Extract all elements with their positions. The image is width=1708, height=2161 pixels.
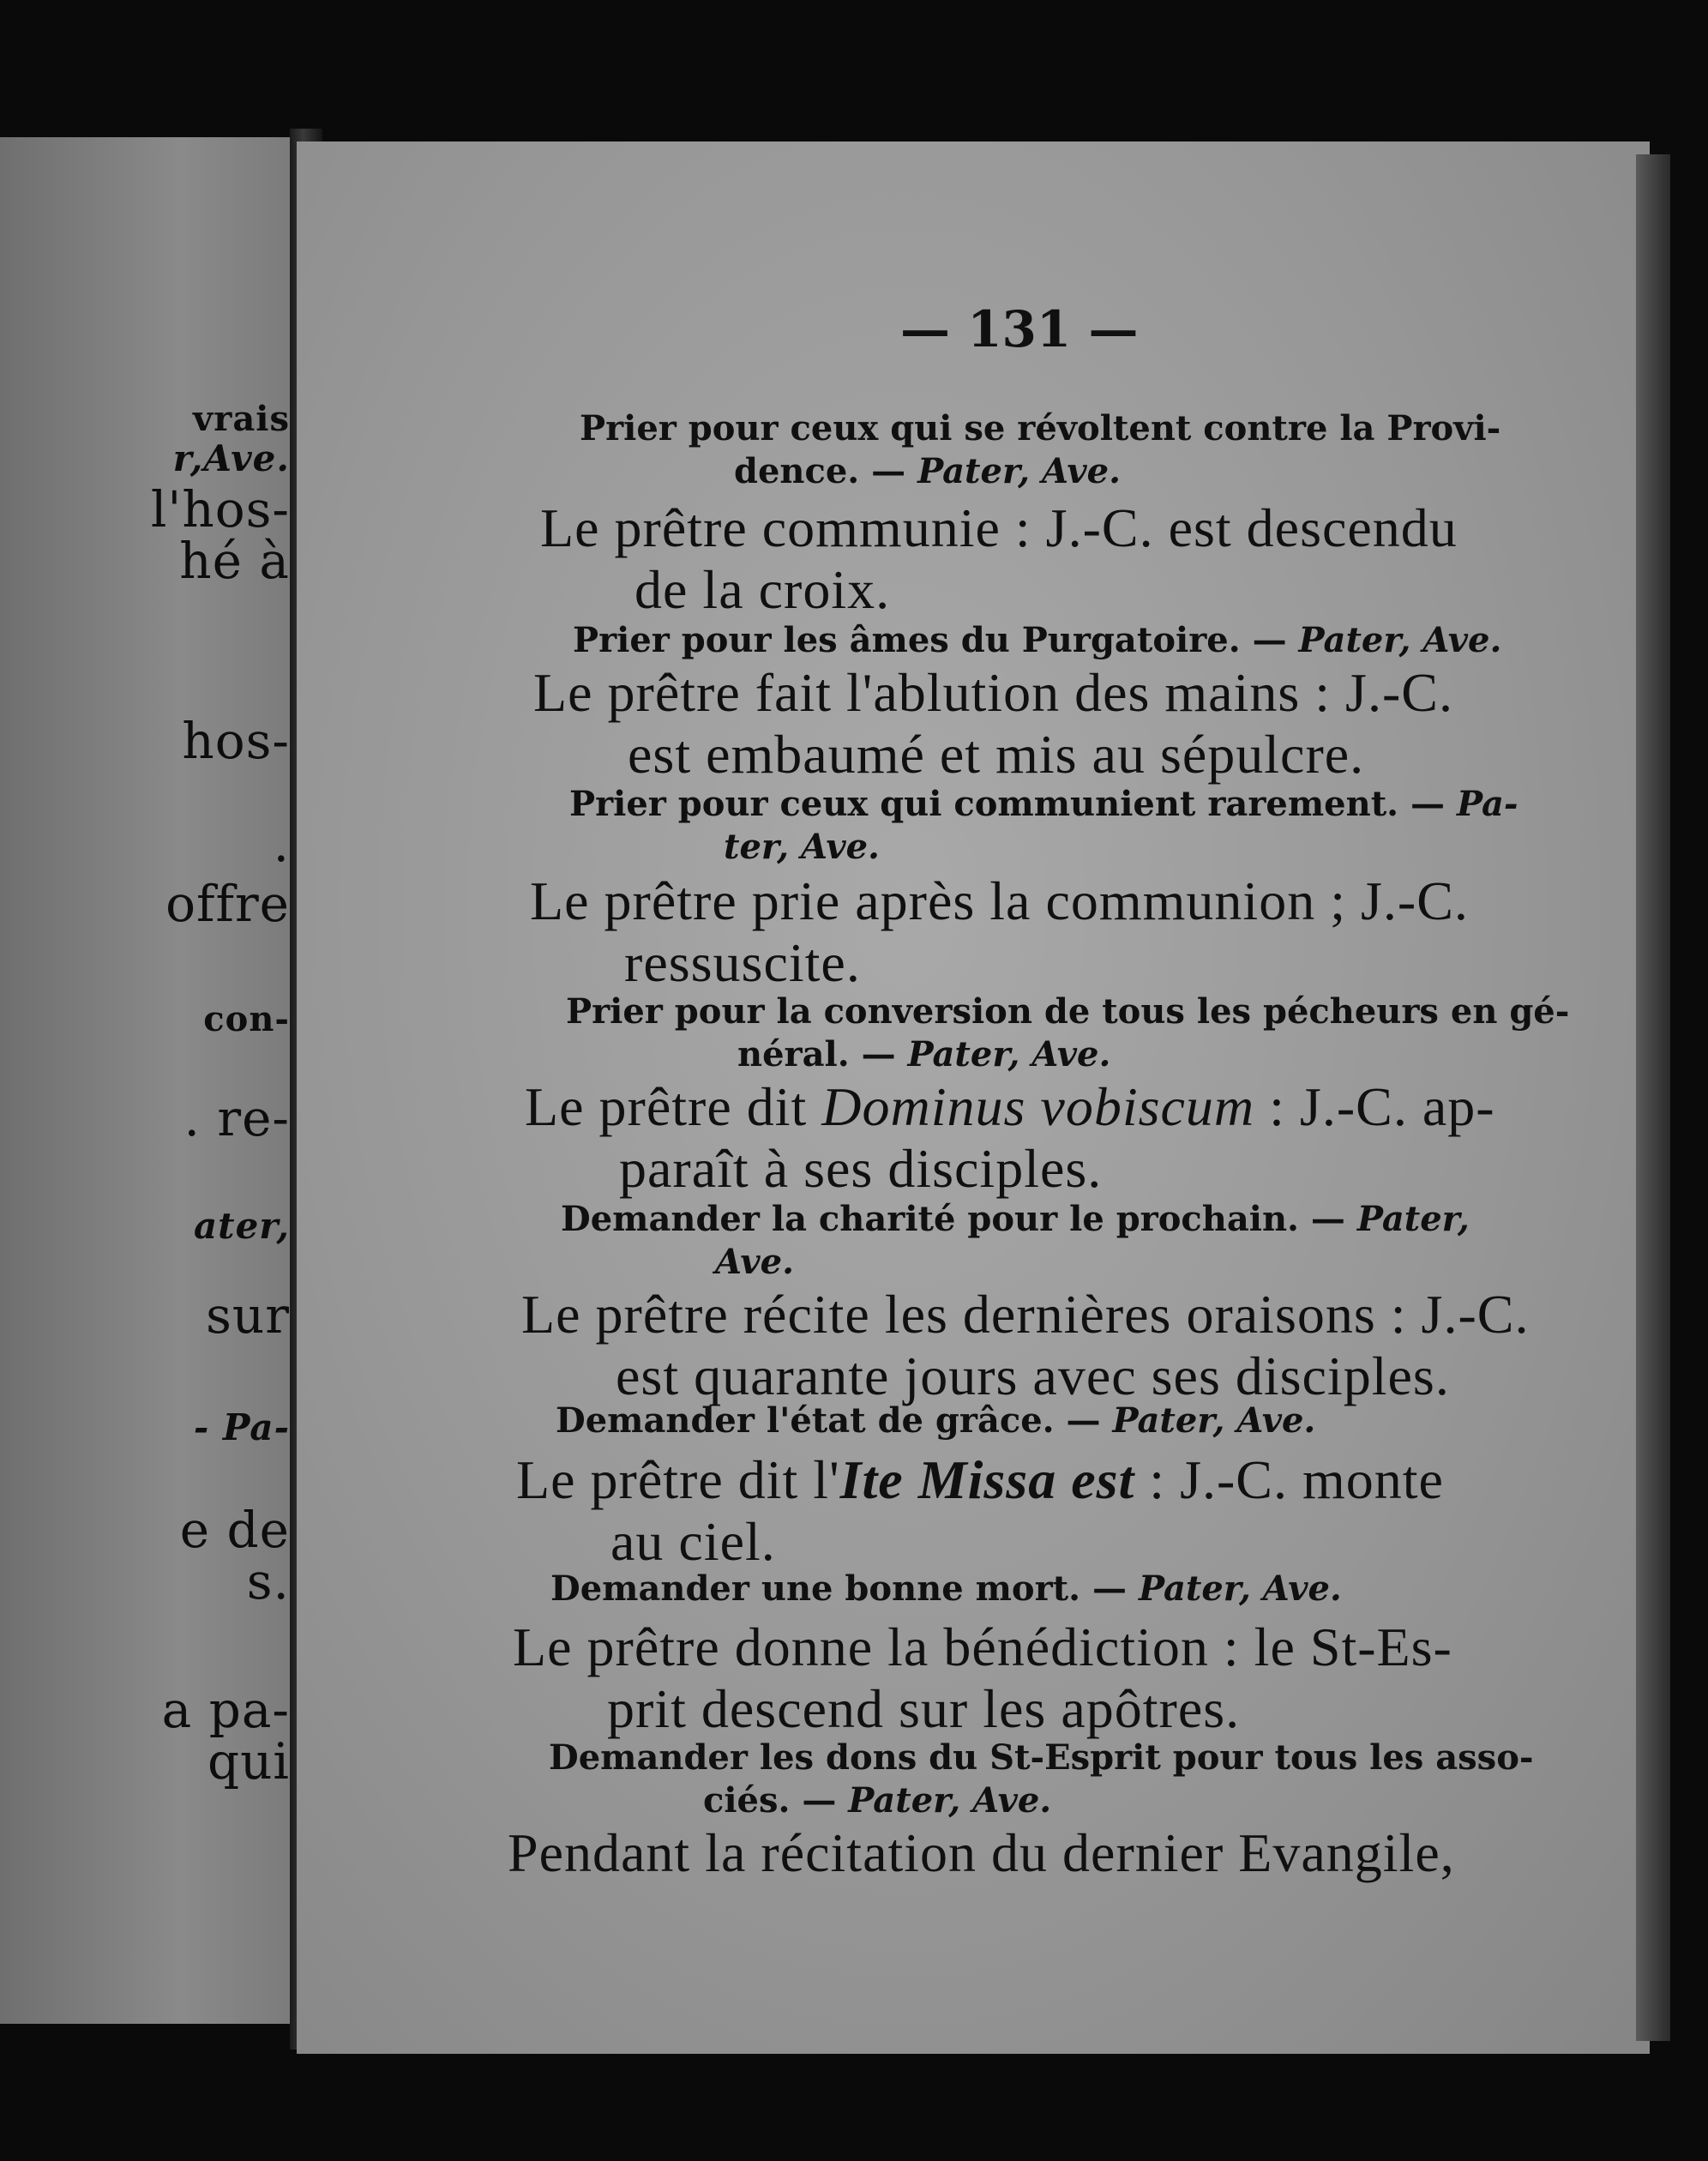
mass-step xyxy=(533,662,1453,786)
step-line: Le prêtre dit xyxy=(525,1076,822,1137)
prayer-instruction xyxy=(580,407,1501,493)
prayer-instruction xyxy=(561,1198,1470,1284)
prayer-line: Prier pour ceux qui communient rarement. — xyxy=(569,784,1457,824)
prayer-line: dence. — xyxy=(734,451,918,491)
prayer-line: Demander la charité pour le prochain. — xyxy=(561,1199,1357,1239)
mass-step xyxy=(521,1284,1529,1407)
prayer-response: Pa- xyxy=(1456,784,1519,824)
prayer-line: Prier pour la conversion de tous les pécheurs en gé- xyxy=(566,991,1570,1032)
left-line: ater, xyxy=(193,1205,290,1247)
prayer-response: Pater, Ave. xyxy=(907,1034,1111,1074)
left-line: vrais xyxy=(193,399,290,439)
step-line: Le prêtre communie : J.-C. est descendu xyxy=(540,497,1458,558)
left-line: hé à xyxy=(179,532,290,590)
step-line: Le prêtre dit l' xyxy=(516,1449,840,1510)
step-line: Pendant la récitation du dernier Evangile, xyxy=(508,1822,1455,1883)
left-line: . xyxy=(273,815,290,873)
left-line: l'hos- xyxy=(150,480,290,539)
mass-step xyxy=(513,1616,1452,1740)
prayer-instruction xyxy=(549,1737,1533,1822)
step-line: : J.-C. monte xyxy=(1134,1449,1444,1510)
prayer-response: Pater, Ave. xyxy=(1298,620,1502,660)
left-line: a pa- xyxy=(161,1681,290,1739)
prayer-line: Demander une bonne mort. — xyxy=(550,1568,1139,1609)
left-line: offre xyxy=(165,875,290,933)
page-number: — 131 — xyxy=(900,300,1139,358)
prayer-response: Pater, xyxy=(1356,1199,1470,1239)
step-line: est embaumé et mis au sépulcre. xyxy=(628,724,1365,785)
prayer-instruction xyxy=(556,1400,1315,1442)
prayer-line: ciés. — xyxy=(703,1780,849,1821)
left-line: sur xyxy=(206,1286,290,1345)
left-facing-page xyxy=(0,137,302,2024)
step-line: paraît à ses disciples. xyxy=(619,1138,1103,1199)
prayer-instruction xyxy=(550,1568,1342,1610)
mass-step xyxy=(516,1449,1444,1573)
left-line: s. xyxy=(246,1552,290,1610)
step-line: Le prêtre fait l'ablution des mains : J.-C. xyxy=(533,662,1453,723)
prayer-line: Prier pour ceux qui se révoltent contre la Provi- xyxy=(580,408,1501,448)
prayer-response: Pater, Ave. xyxy=(848,1780,1052,1821)
step-line: ressuscite. xyxy=(624,932,861,993)
prayer-response: Pater, Ave. xyxy=(1112,1400,1316,1441)
left-line: e de xyxy=(179,1501,290,1559)
left-line: - Pa- xyxy=(193,1406,290,1448)
prayer-line: néral. — xyxy=(737,1034,908,1074)
mass-step xyxy=(540,497,1458,621)
step-line: au ciel. xyxy=(610,1511,776,1572)
prayer-response: Pater, Ave. xyxy=(1138,1568,1342,1609)
mass-step xyxy=(508,1822,1455,1884)
step-line: Le prêtre prie après la communion ; J.-C. xyxy=(530,870,1469,931)
step-line: : J.-C. ap- xyxy=(1254,1076,1495,1137)
prayer-response: Ave. xyxy=(715,1242,795,1282)
prayer-instruction xyxy=(573,619,1501,662)
prayer-line: Prier pour les âmes du Purgatoire. — xyxy=(573,620,1299,660)
prayer-response: Pater, Ave. xyxy=(917,451,1121,491)
left-line: con- xyxy=(203,999,290,1039)
mass-step xyxy=(525,1076,1495,1200)
mass-step xyxy=(530,870,1469,994)
prayer-instruction xyxy=(566,990,1569,1076)
step-line: Le prêtre récite les dernières oraisons : J.-C. xyxy=(521,1284,1530,1345)
step-line: est quarante jours avec ses disciples. xyxy=(616,1345,1450,1406)
left-line: hos- xyxy=(182,712,290,770)
step-line: Le prêtre donne la bénédiction : le St-Es- xyxy=(513,1616,1452,1677)
prayer-line: Demander les dons du St-Esprit pour tous les asso- xyxy=(549,1737,1534,1778)
page-edge xyxy=(1636,154,1670,2041)
prayer-line: Demander l'état de grâce. — xyxy=(556,1400,1113,1441)
left-line: r,Ave. xyxy=(172,437,290,479)
prayer-response: ter, Ave. xyxy=(724,827,880,867)
prayer-instruction xyxy=(569,783,1519,869)
step-line: prit descend sur les apôtres. xyxy=(607,1678,1241,1739)
left-line: . re- xyxy=(183,1089,290,1147)
left-line: qui xyxy=(207,1732,290,1791)
step-line: de la croix. xyxy=(634,559,891,620)
latin-phrase: Dominus vobiscum xyxy=(821,1076,1255,1137)
latin-phrase: Ite Missa est xyxy=(839,1449,1135,1510)
